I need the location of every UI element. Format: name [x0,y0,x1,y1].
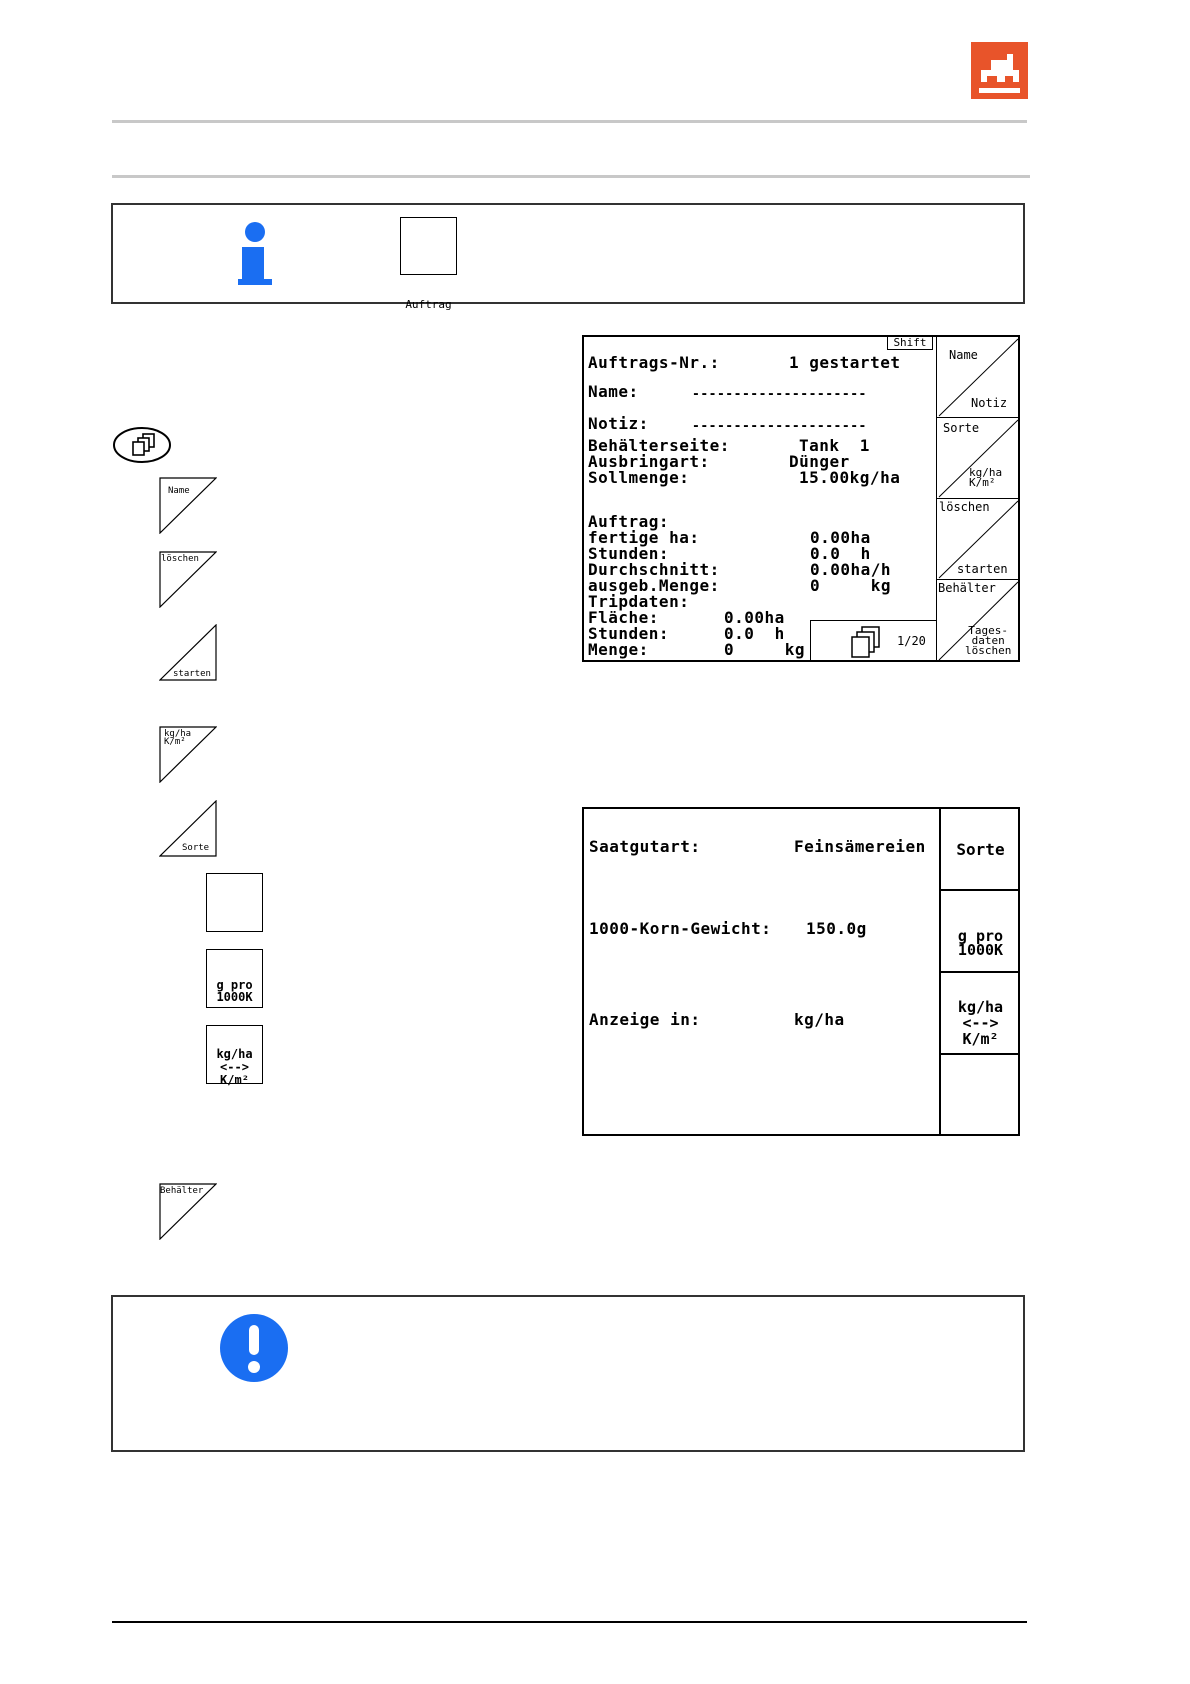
row-menge-label: Menge: [588,640,649,659]
row-anzeige-label: Anzeige in: [589,1010,701,1029]
softkey-kgha[interactable]: kg/ha <--> K/m² [941,973,1020,1055]
loeschen-key [159,551,217,608]
starten-key-label: starten [173,669,211,679]
softkey-column [936,337,1020,662]
row-sollmenge-label: Sollmenge: [588,468,690,487]
row-name-label: Name: [588,382,639,401]
screen-auftrag [582,335,1020,662]
footer-rule [112,1621,1027,1623]
sorte-square-key [206,873,263,932]
softkey-notiz-label: Notiz [971,396,1008,410]
page-indicator-box [810,620,936,662]
screen-sorte [582,807,1020,1136]
gpro-square-key: g pro 1000K [206,949,263,1008]
info-icon [236,222,274,288]
row-name-value: --------------------- [692,387,867,402]
info-box [111,203,1025,311]
row-fertige-ha-label: fertige ha: [588,528,700,547]
auftrag-key: Auftrag [400,217,457,275]
row-sollmenge-value: 15.00kg/ha [799,468,901,487]
sorte-key [159,800,217,857]
row-stunden-value: 0.0 h [810,544,871,563]
name-key [159,477,217,534]
loeschen-key-label: löschen [161,554,199,564]
row-korngewicht-label: 1000-Korn-Gewicht: [589,919,772,938]
row-menge-value: 0 kg [724,640,806,659]
softkey-gpro[interactable]: g pro 1000K [941,891,1020,973]
kgha-square-key: kg/ha <--> K/m² [206,1025,263,1084]
softkey-loeschen-label: löschen [939,500,990,514]
softkey-sorte-label: Sorte [943,421,980,435]
sorte-key-label: Sorte [182,843,210,853]
row-korngewicht-value: 150.0g [806,919,867,938]
softkey-sorte-kgha[interactable] [937,418,1020,499]
softkey-sorte[interactable]: Sorte [941,809,1020,891]
row-behaelterseite-label: Behälterseite: [588,436,730,455]
row-stunden-label: Stunden: [588,544,670,563]
row-durchschnitt-label: Durchschnitt: [588,560,720,579]
row-tripdaten-label: Tripdaten: [588,592,690,611]
row-ausgeb-menge-label: ausgeb.Menge: [588,576,720,595]
shift-label: Shift [887,336,933,350]
pages-icon [851,625,883,659]
row-notiz-label: Notiz: [588,414,649,433]
row-trip-stunden-label: Stunden: [588,624,670,643]
page-indicator: 1/20 [897,634,926,648]
row-auftrags-nr-label: Auftrags-Nr.: [588,353,720,372]
row-saatgutart-label: Saatgutart: [589,837,701,856]
row-ausbringart-value: Dünger [789,452,850,471]
row-fertige-ha-value: 0.00ha [810,528,871,547]
row-durchschnitt-value: 0.00ha/h [810,560,892,579]
name-key-label: Name [168,486,190,496]
softkey-loeschen-starten[interactable] [937,499,1020,580]
menu-key-icon [112,426,172,464]
kgha-key-label: kg/ha K/m² [164,729,192,747]
row-anzeige-value: kg/ha [794,1010,845,1029]
screen2-softkeys [939,809,1020,1136]
row-auftrags-nr-value: 1 gestartet [789,353,901,372]
starten-key [159,624,217,681]
row-behaelterseite-value: Tank 1 [799,436,870,455]
row-ausbringart-label: Ausbringart: [588,452,710,471]
row-ausgeb-menge-value: 0 kg [810,576,892,595]
kgha-key [159,726,217,783]
behaelter-key [159,1183,217,1240]
softkey-empty[interactable] [941,1055,1020,1136]
row-auftrag-label: Auftrag: [588,512,670,531]
softkey-starten-label: starten [957,562,1008,576]
warning-box [111,1295,1025,1452]
row-flaeche-label: Fläche: [588,608,659,627]
exclamation-icon [219,1313,289,1383]
softkey-behaelter-tagesdaten[interactable] [937,580,1020,662]
row-flaeche-value: 0.00ha [724,608,785,627]
row-notiz-value: --------------------- [692,419,867,434]
row-trip-stunden-value: 0.0 h [724,624,785,643]
softkey-kgha-label: kg/ha K/m² [969,466,1003,489]
softkey-name-notiz[interactable] [937,337,1020,418]
softkey-tagesdaten-label: Tages- daten löschen [965,624,1012,657]
header-rule [112,120,1027,123]
amazone-logo [971,42,1028,99]
softkey-name-label: Name [949,348,978,362]
section-rule [112,175,1030,178]
softkey-behaelter-label: Behälter [938,581,996,595]
row-saatgutart-value: Feinsämereien [794,837,926,856]
behaelter-key-label: Behälter [160,1186,204,1196]
